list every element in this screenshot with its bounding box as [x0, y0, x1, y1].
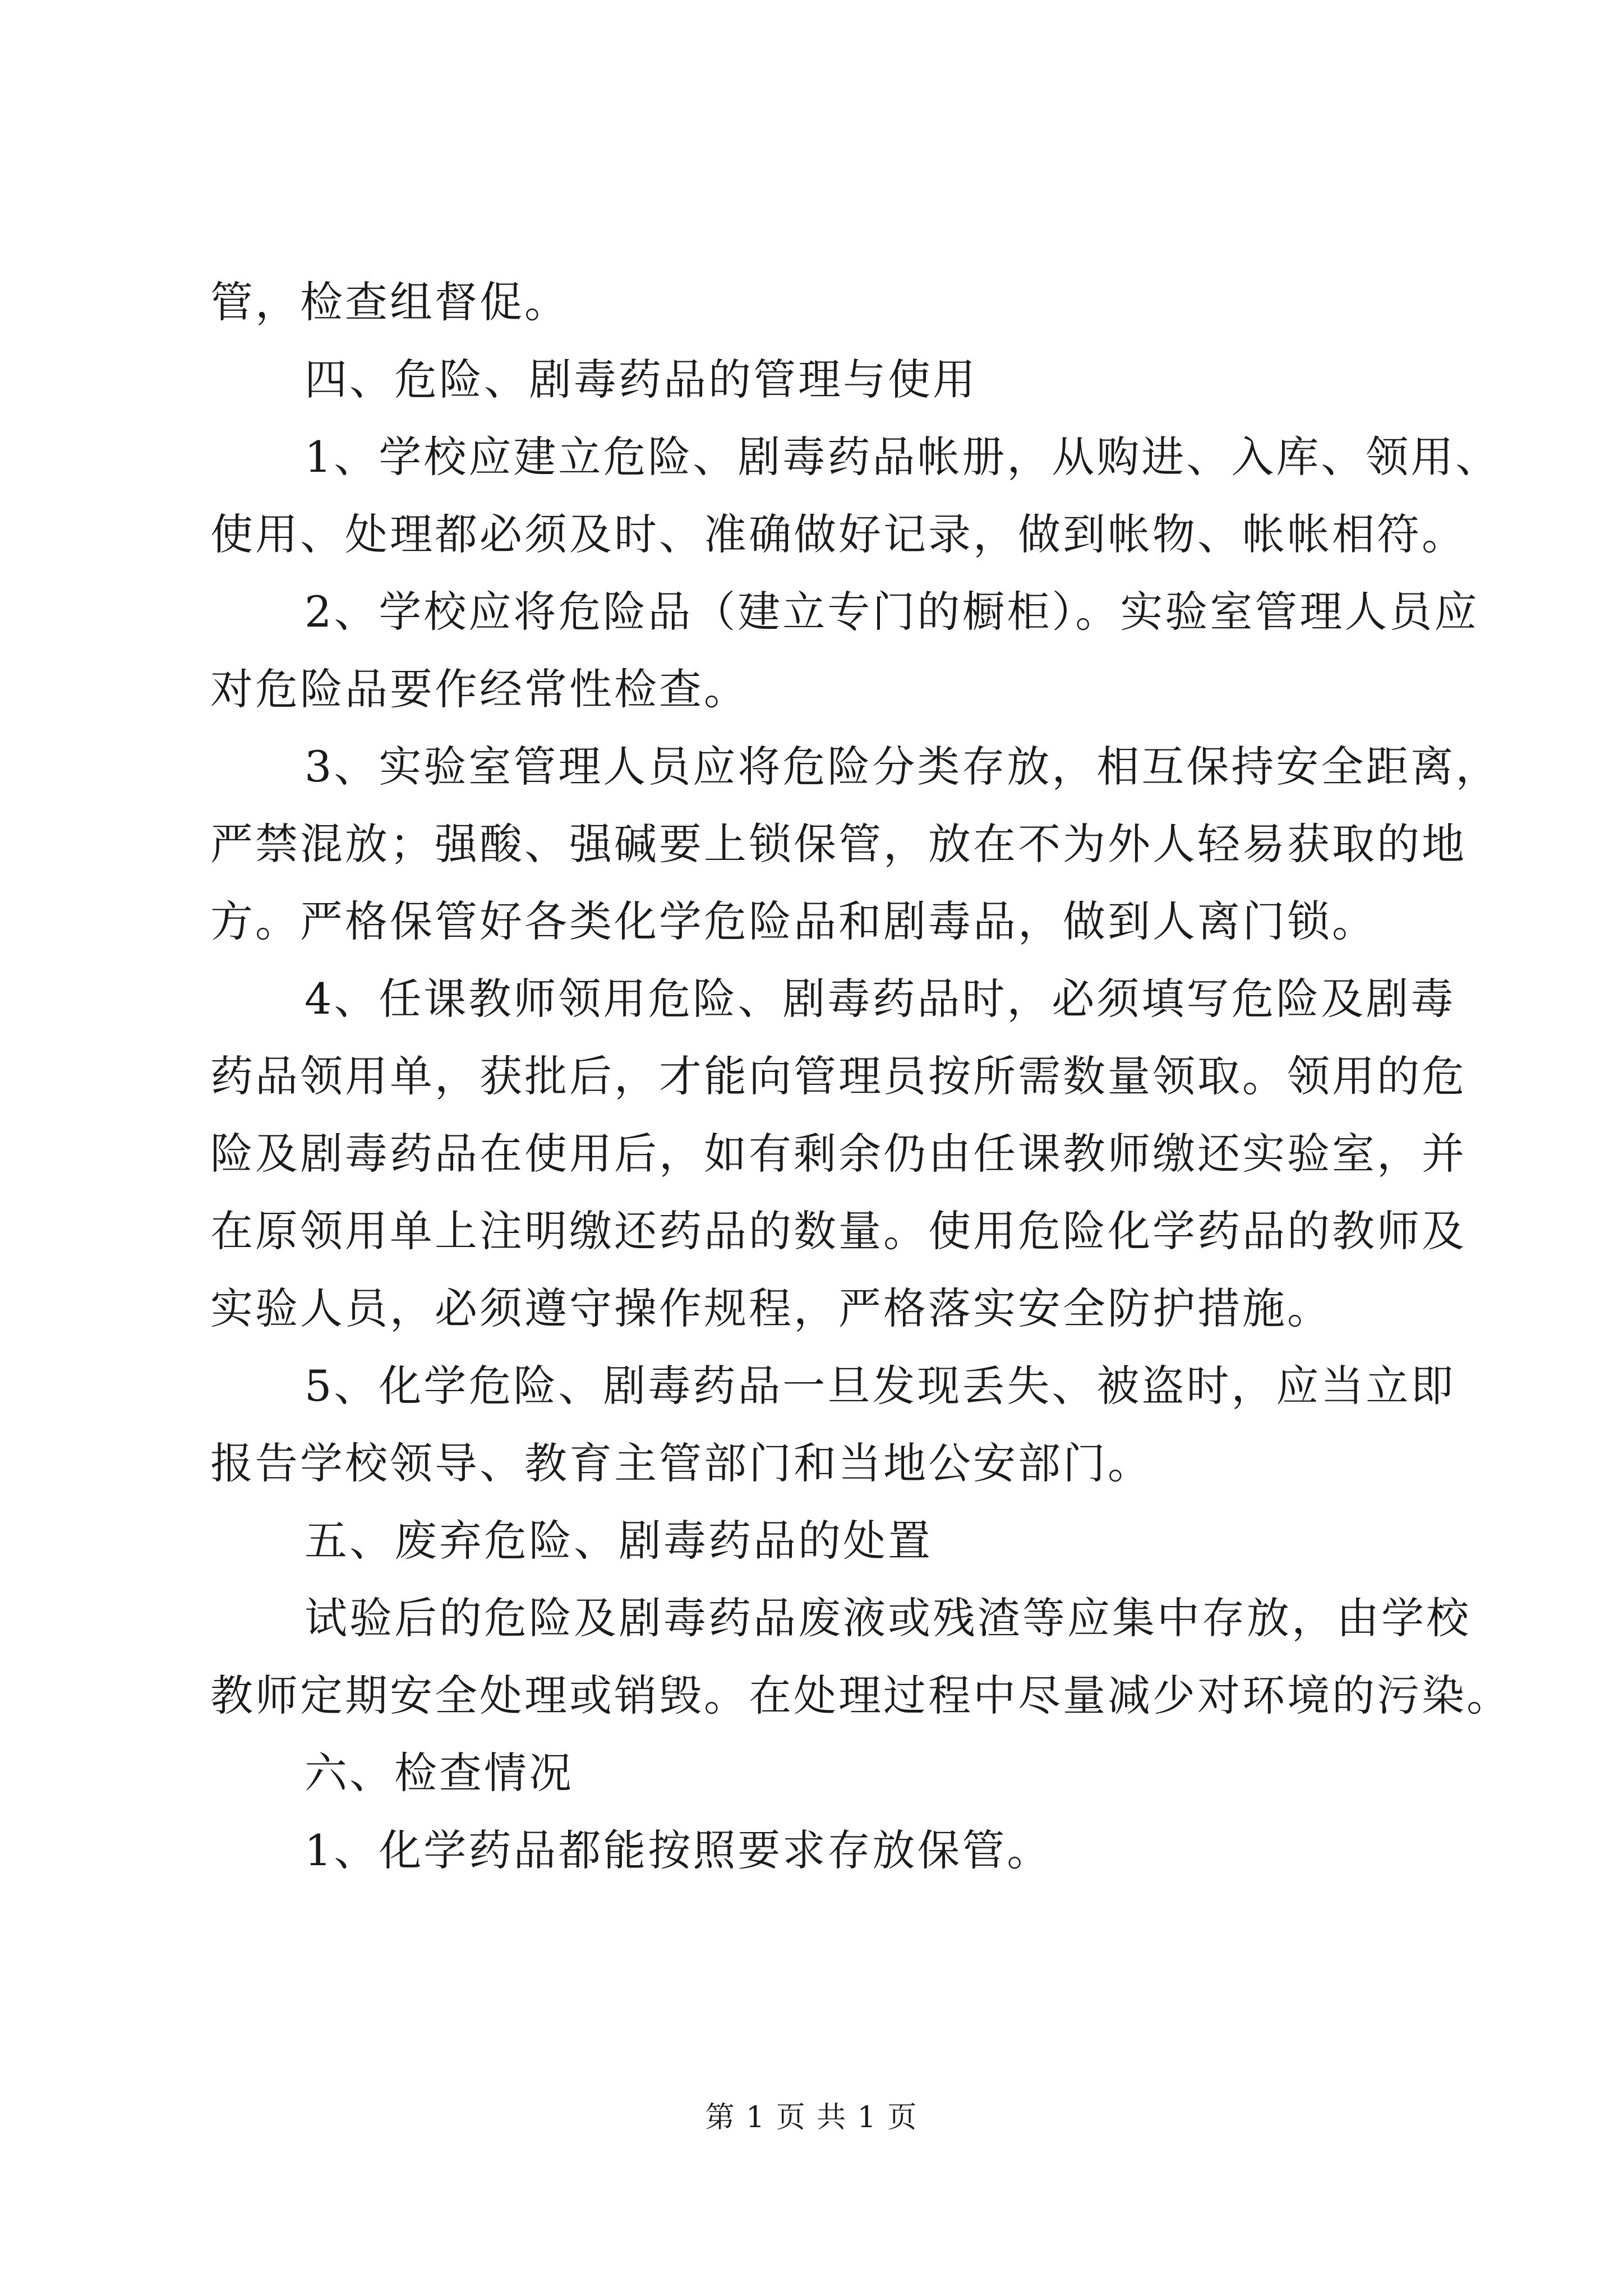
paragraph-line: 试验后的危险及剧毒药品废液或残渣等应集中存放，由学校: [305, 1593, 1471, 1643]
section-heading: 五、废弃危险、剧毒药品的处置: [305, 1516, 933, 1566]
section-heading: 六、检查情况: [305, 1748, 574, 1798]
page-number-footer: 第 1 页 共 1 页: [705, 2101, 918, 2134]
paragraph-line: 5、化学危险、剧毒药品一旦发现丢失、被盗时，应当立即: [305, 1361, 1456, 1411]
paragraph-line: 3、实验室管理人员应将危险分类存放，相互保持安全距离，: [305, 742, 1501, 792]
paragraph-line: 严禁混放；强酸、强碱要上锁保管，放在不为外人轻易获取的地: [210, 819, 1467, 869]
paragraph-line: 险及剧毒药品在使用后，如有剩余仍由任课教师缴还实验室，并: [210, 1129, 1467, 1179]
paragraph-line: 在原领用单上注明缴还药品的数量。使用危险化学药品的教师及: [210, 1206, 1467, 1256]
paragraph-line: 4、任课教师领用危险、剧毒药品时，必须填写危险及剧毒: [305, 974, 1456, 1024]
paragraph-line: 对危险品要作经常性检查。: [210, 664, 749, 714]
paragraph-line: 方。严格保管好各类化学危险品和剧毒品，做到人离门锁。: [210, 896, 1377, 946]
section-heading: 四、危险、剧毒药品的管理与使用: [305, 355, 978, 404]
paragraph-line: 教师定期安全处理或销毁。在处理过程中尽量减少对环境的污染。: [210, 1671, 1511, 1720]
paragraph-line: 1、化学药品都能按照要求存放保管。: [305, 1825, 1052, 1875]
paragraph-line: 使用、处理都必须及时、准确做好记录，做到帐物、帐帐相符。: [210, 509, 1467, 559]
paragraph-line: 1、学校应建立危险、剧毒药品帐册，从购进、入库、领用、: [305, 432, 1501, 482]
paragraph-line: 报告学校领导、教育主管部门和当地公安部门。: [210, 1438, 1152, 1488]
document-body: [210, 264, 1511, 1889]
paragraph-line: 2、学校应将危险品（建立专门的橱柜）。实验室管理人员应: [305, 587, 1479, 637]
paragraph-line: 实验人员，必须遵守操作规程，严格落实安全防护措施。: [210, 1283, 1332, 1333]
paragraph-line: 药品领用单，获批后，才能向管理员按所需数量领取。领用的危: [210, 1051, 1467, 1101]
paragraph-line: 管，检查组督促。: [210, 277, 569, 327]
